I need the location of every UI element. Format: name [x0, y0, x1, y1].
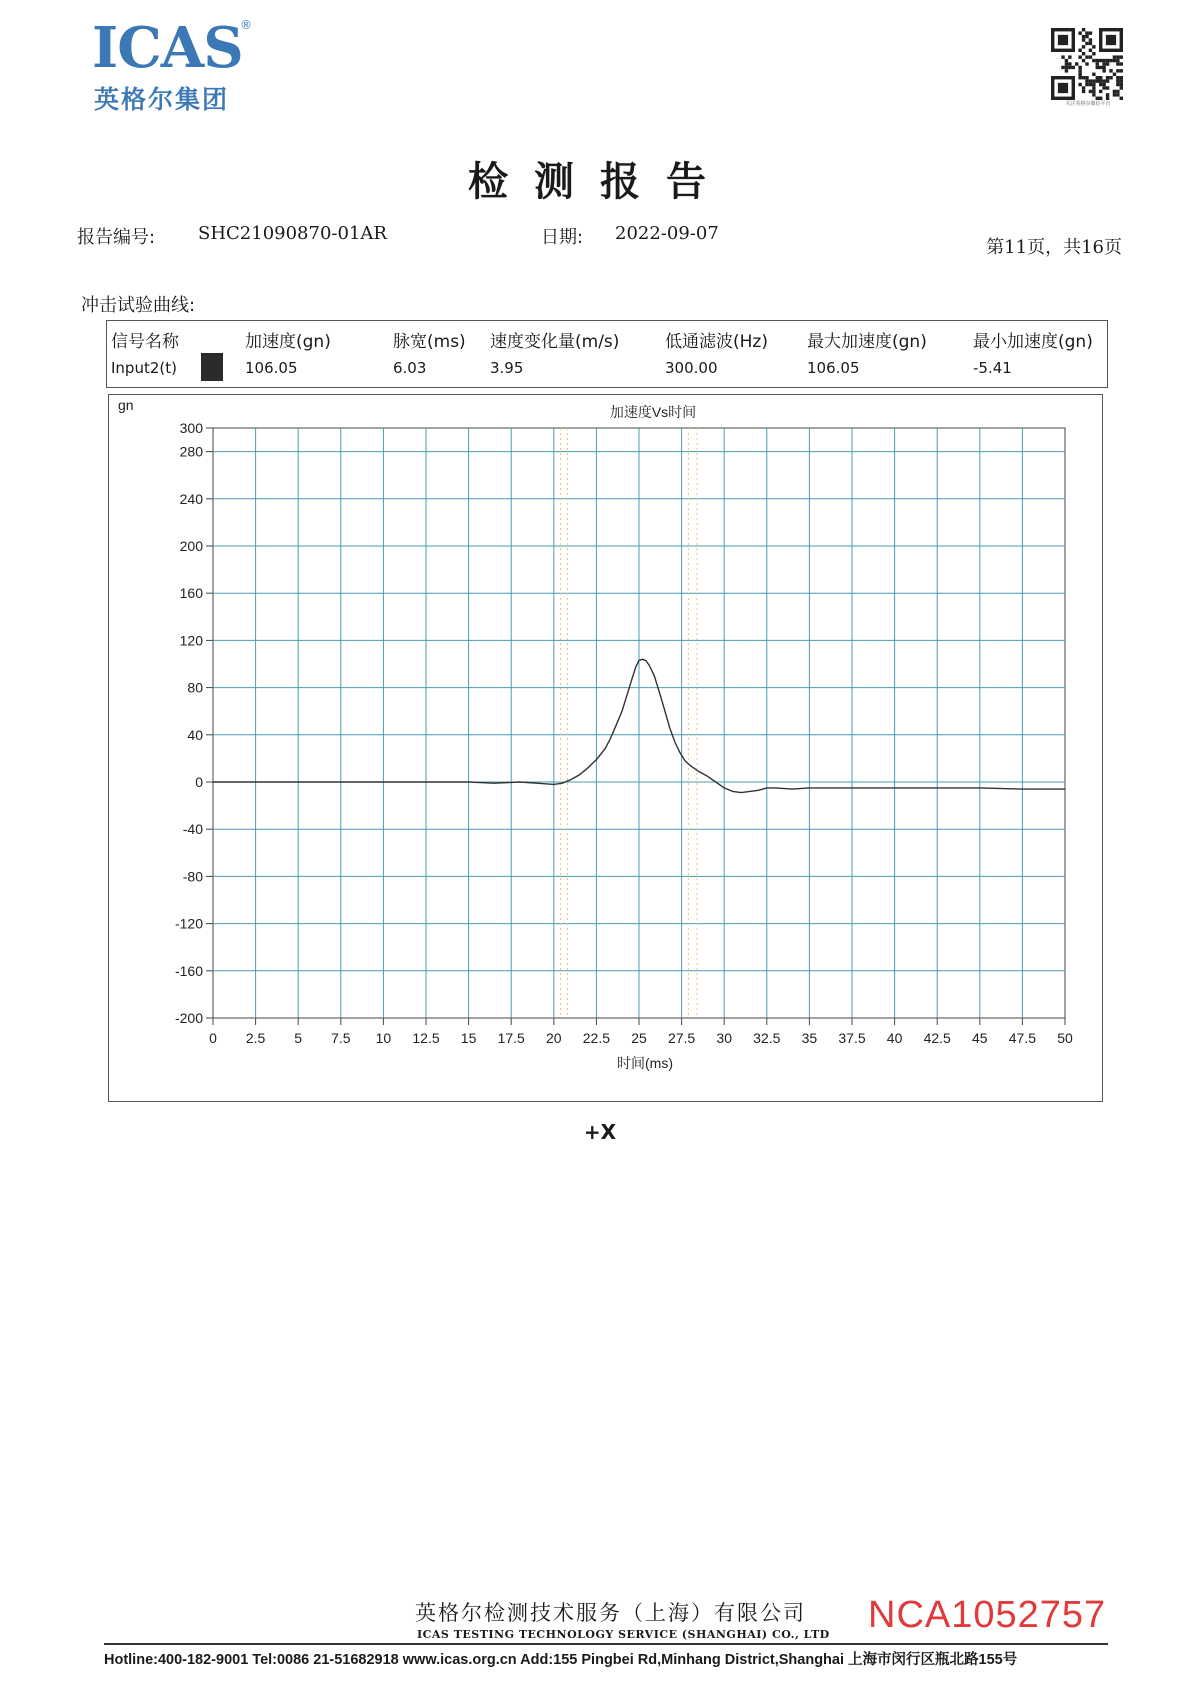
x-tick-label: 2.5	[245, 1030, 266, 1046]
y-tick-label: -80	[182, 868, 203, 885]
section-title: 冲击试验曲线:	[81, 295, 196, 316]
serial-number: NCA1052757	[868, 1594, 1107, 1636]
registered-mark: ®	[240, 18, 252, 32]
x-tick-label: 7.5	[331, 1030, 351, 1046]
signal-table	[106, 320, 1108, 388]
cell-acceleration: 106.05	[245, 359, 298, 377]
footer-company-en: ICAS TESTING TECHNOLOGY SERVICE (SHANGHAI) CO., LTD	[417, 1628, 830, 1641]
y-tick-label: 160	[179, 585, 203, 602]
x-tick-label: 42.5	[923, 1030, 951, 1046]
header-lowpass-filter: 低通滤波(Hz)	[665, 332, 768, 352]
header-velocity-change: 速度变化量(m/s)	[490, 332, 620, 352]
header-acceleration: 加速度(gn)	[245, 332, 331, 352]
x-tick-label: 32.5	[753, 1030, 781, 1046]
x-tick-label: 45	[972, 1030, 988, 1046]
company-logo	[92, 15, 262, 114]
x-tick-label: 20	[546, 1030, 562, 1046]
logo-chinese-name: 英格尔集团	[94, 85, 230, 114]
cell-max-acceleration: 106.05	[807, 359, 860, 377]
y-tick-label: 300	[179, 420, 203, 436]
axis-direction-label: +X	[583, 1120, 617, 1144]
document-title: 检测报告	[468, 158, 732, 205]
header-max-acceleration: 最大加速度(gn)	[807, 332, 927, 352]
qr-caption: 关注英格尔微信平台	[1065, 101, 1111, 107]
y-tick-label: -120	[174, 915, 203, 932]
signal-color-swatch	[201, 353, 223, 381]
x-tick-label: 37.5	[838, 1030, 866, 1046]
x-tick-label: 15	[460, 1030, 477, 1046]
y-tick-label: -200	[174, 1010, 203, 1026]
chart-frame	[108, 394, 1103, 1102]
cell-velocity-change: 3.95	[490, 359, 524, 377]
y-tick-label: 240	[179, 490, 203, 507]
y-tick-label: -40	[182, 821, 203, 838]
x-tick-label: 27.5	[667, 1030, 696, 1046]
x-tick-label: 12.5	[412, 1030, 440, 1046]
x-tick-label: 50	[1057, 1030, 1073, 1046]
y-tick-label: -160	[174, 962, 203, 979]
x-tick-label: 25	[631, 1030, 647, 1046]
x-tick-label: 47.5	[1008, 1030, 1037, 1046]
footer-contact: Hotline:400-182-9001 Tel:0086 21-51682918 www.icas.org.cn Add:155 Pingbei Rd,Minhang District,Shanghai 上海市闵行区瓶北路155号	[104, 1652, 1018, 1668]
header-signal-name: 信号名称	[111, 332, 179, 352]
header-min-acceleration: 最小加速度(gn)	[973, 332, 1093, 352]
cell-min-acceleration: -5.41	[973, 359, 1012, 377]
qr-code-icon	[1051, 28, 1123, 100]
x-tick-label: 0	[209, 1030, 217, 1046]
y-tick-label: 200	[179, 538, 203, 554]
date-value: 2022-09-07	[615, 223, 719, 244]
footer-divider	[104, 1643, 1108, 1645]
logo-wordmark: ICAS	[92, 15, 243, 81]
x-axis-label: 时间(ms)	[617, 1055, 673, 1071]
cell-signal-name: Input2(t)	[111, 359, 177, 377]
page-info: 第11页，共16页	[986, 237, 1122, 258]
report-number-label: 报告编号:	[77, 227, 156, 248]
cell-pulse-width: 6.03	[393, 359, 427, 377]
y-tick-label: 0	[195, 774, 203, 790]
x-tick-label: 17.5	[497, 1030, 525, 1046]
x-tick-label: 35	[801, 1030, 818, 1046]
y-axis-label: gn	[118, 397, 134, 413]
y-tick-label: 280	[179, 443, 203, 460]
cell-lowpass-filter: 300.00	[665, 359, 718, 377]
x-tick-label: 30	[716, 1030, 732, 1046]
x-tick-label: 5	[294, 1030, 303, 1046]
header-pulse-width: 脉宽(ms)	[393, 332, 466, 352]
y-tick-label: 40	[187, 726, 203, 743]
x-tick-label: 10	[375, 1030, 392, 1046]
y-tick-label: 80	[187, 679, 203, 696]
date-label: 日期:	[541, 227, 584, 248]
footer-company-cn: 英格尔检测技术服务（上海）有限公司	[415, 1601, 806, 1625]
y-tick-label: 120	[179, 632, 203, 649]
chart-title: 加速度Vs时间	[609, 404, 697, 420]
report-number-value: SHC21090870-01AR	[198, 223, 387, 244]
acceleration-chart	[109, 395, 1102, 1101]
x-tick-label: 22.5	[582, 1030, 611, 1046]
x-tick-label: 40	[886, 1030, 903, 1046]
